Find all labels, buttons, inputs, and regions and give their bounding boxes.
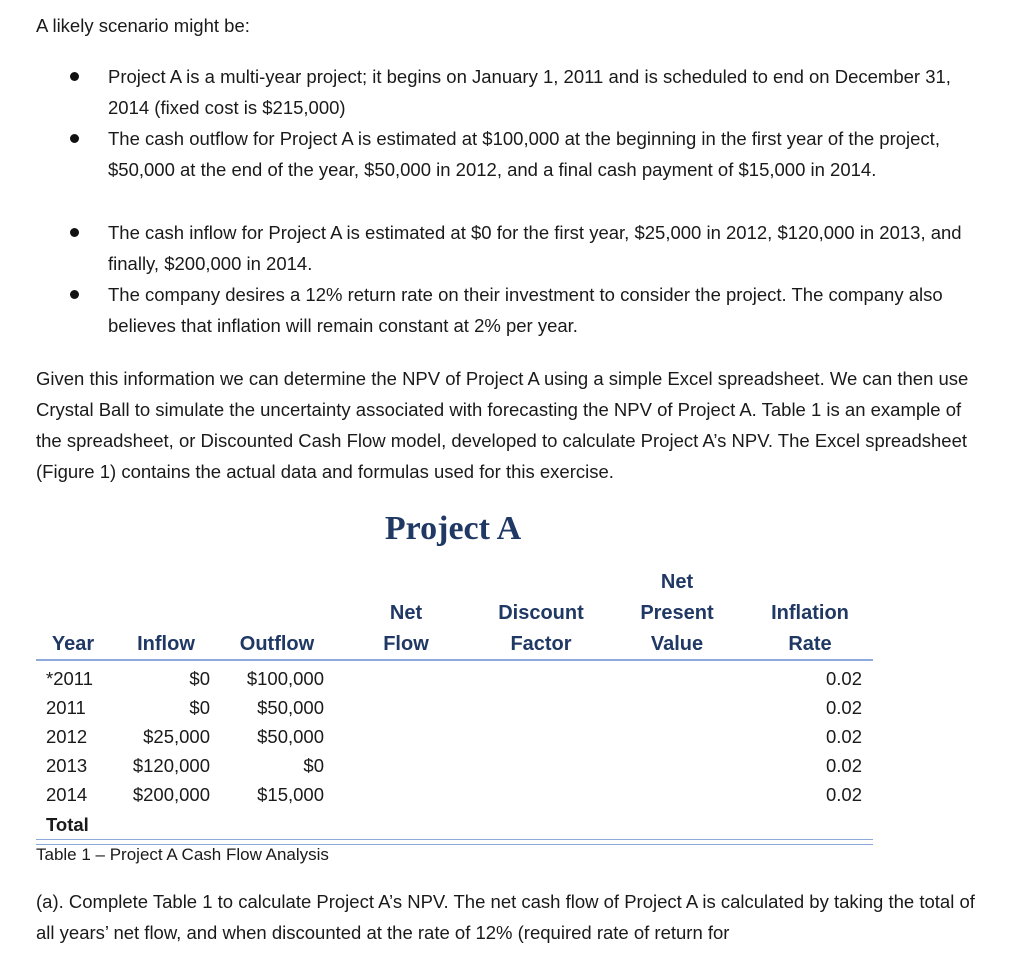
cell-year: 2013 [46, 755, 88, 776]
cell-inflation: 0.02 [825, 726, 862, 747]
cell-inflow: $0 [189, 668, 210, 689]
cell-inflow: $200,000 [132, 784, 210, 805]
cell-outflow: $15,000 [257, 784, 324, 805]
header-inflow: Inflow [137, 633, 195, 655]
cell-inflation: 0.02 [825, 668, 862, 689]
table-row [36, 751, 873, 780]
total-label: Total [46, 814, 89, 835]
header-divider [36, 659, 873, 661]
cell-year: 2014 [46, 784, 88, 805]
cell-outflow: $50,000 [257, 726, 324, 747]
table-header [36, 566, 873, 660]
bullet-icon [70, 134, 79, 143]
header-net-flow: Net Flow [383, 602, 429, 655]
cell-year: 2011 [46, 697, 86, 718]
header-year: Year [51, 633, 95, 655]
cell-outflow: $0 [303, 755, 324, 776]
intro-text: A likely scenario might be: [36, 15, 250, 36]
list-item [0, 61, 1035, 123]
cell-inflation: 0.02 [825, 784, 862, 805]
cell-inflow: $25,000 [143, 726, 210, 747]
cell-outflow: $100,000 [246, 668, 324, 689]
cell-inflow: $0 [189, 697, 210, 718]
scenario-bullet-list [0, 61, 1035, 341]
header-net-present-value: Net Present Value [640, 571, 714, 655]
bullet-text: Project A is a multi-year project; it begins on January 1, 2011 and is scheduled to end on December 31, 2014 (fixed cost is $215,000) [108, 66, 951, 118]
cell-inflow: $120,000 [132, 755, 210, 776]
list-item [0, 123, 1035, 217]
bullet-text: The company desires a 12% return rate on their investment to consider the project. The company also believes that inflation will remain constant at 2% per year. [108, 284, 943, 336]
table-row [36, 664, 873, 693]
bullet-text: The cash inflow for Project A is estimated at $0 for the first year, $25,000 in 2012, $120,000 in 2013, and finally, $200,000 in 2014. [108, 222, 962, 274]
header-discount-factor: Discount Factor [498, 602, 584, 655]
total-row [36, 810, 873, 839]
cell-outflow: $50,000 [257, 697, 324, 718]
bullet-icon [70, 72, 79, 81]
bullet-icon [70, 228, 79, 237]
cell-year: *2011 [46, 668, 93, 689]
table-caption: Table 1 – Project A Cash Flow Analysis [36, 845, 329, 864]
list-item [0, 279, 1035, 341]
cell-inflation: 0.02 [825, 697, 862, 718]
bullet-text: The cash outflow for Project A is estimated at $100,000 at the beginning in the first year of the project, $50,000 at the end of the year, $50,000 in 2012, and a final cash payment of $15,000 in 2014. [108, 128, 940, 180]
given-paragraph: Given this information we can determine the NPV of Project A using a simple Excel spreadsheet. We can then use Crystal Ball to simulate the uncertainty associated with forecasting the NPV of Project A. Table 1 is an example of the spreadsheet, or Discounted Cash Flow model, developed to calculate Project A’s NPV. The Excel spreadsheet (Figure 1) contains the actual data and formulas used for this exercise. [36, 368, 969, 482]
header-inflation-rate: Inflation Rate [771, 602, 849, 655]
table-row [36, 693, 873, 722]
bullet-icon [70, 290, 79, 299]
table-row [36, 780, 873, 809]
table-title: Project A [384, 510, 522, 547]
list-item [0, 217, 1035, 279]
cell-year: 2012 [46, 726, 88, 747]
table-row [36, 722, 873, 751]
question-paragraph: (a). Complete Table 1 to calculate Project A’s NPV. The net cash flow of Project A is calculated by taking the total of all years’ net flow, and when discounted at the rate of 12% (required rate of return for [36, 891, 975, 943]
header-outflow: Outflow [239, 633, 315, 655]
cell-inflation: 0.02 [825, 755, 862, 776]
